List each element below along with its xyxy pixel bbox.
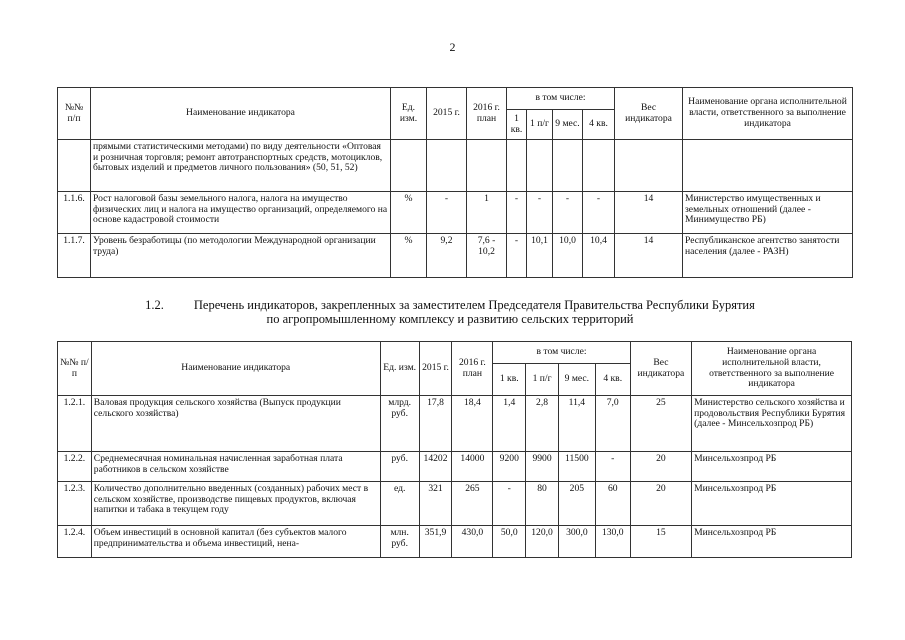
cell-h1: 10,1 [527, 234, 553, 278]
header-including: в том числе: [507, 88, 615, 110]
cell-weight: 14 [615, 192, 683, 234]
cell-h1: 80 [526, 482, 559, 526]
cell-2015: 17,8 [419, 396, 452, 452]
header-name: Наименование индикатора [91, 88, 391, 140]
cell-2015: - [427, 192, 467, 234]
cell-unit: млн. руб. [380, 526, 419, 558]
cell-org: Минсельхозпрод РБ [692, 526, 852, 558]
cell-weight: 15 [630, 526, 691, 558]
cell-h1: - [527, 192, 553, 234]
cell-2015: 9,2 [427, 234, 467, 278]
page-number: 2 [449, 40, 456, 54]
header-org: Наименование органа исполнительной власти, ответственного за выполнение индикатора [683, 88, 853, 140]
cell-h1: 9900 [526, 452, 559, 482]
cell-name: Рост налоговой базы земельного налога, налога на имущество физических лиц и налога на имущество организаций, определяемого на основе кадастровой стоимости [91, 192, 391, 234]
cell-2016: 1 [467, 192, 507, 234]
cell-weight: 14 [615, 234, 683, 278]
cell-2016: 265 [452, 482, 493, 526]
cell-unit: ед. [380, 482, 419, 526]
cell-num [58, 140, 91, 192]
header-9m: 9 мес. [558, 364, 595, 396]
cell-unit [391, 140, 427, 192]
header-2016: 2016 г. план [467, 88, 507, 140]
cell-q4: 60 [595, 482, 630, 526]
section-title [100, 298, 800, 327]
cell-num: 1.2.3. [58, 482, 92, 526]
cell-q1: - [507, 234, 527, 278]
header-q1: 1 кв. [507, 110, 527, 140]
cell-9m: - [553, 192, 583, 234]
section-number: 1.2. [145, 298, 164, 312]
cell-2016: 18,4 [452, 396, 493, 452]
cell-org: Минсельхозпрод РБ [692, 482, 852, 526]
header-unit: Ед. изм. [380, 342, 419, 396]
cell-org: Министерство имущественных и земельных отношений (далее - Минимущество РБ) [683, 192, 853, 234]
header-weight: Вес индикатора [615, 88, 683, 140]
section-title-line1: Перечень индикаторов, закрепленных за заместителем Председателя Правительства Республики Бурятия [193, 298, 755, 312]
header-unit: Ед. изм. [391, 88, 427, 140]
cell-weight [615, 140, 683, 192]
cell-weight: 25 [630, 396, 691, 452]
cell-q1 [507, 140, 527, 192]
cell-2015: 351,9 [419, 526, 452, 558]
cell-h1: 120,0 [526, 526, 559, 558]
cell-2016: 14000 [452, 452, 493, 482]
cell-org: Министерство сельского хозяйства и продовольствия Республики Бурятия (далее - Минсельхозпрод РБ) [692, 396, 852, 452]
cell-q4: 10,4 [583, 234, 615, 278]
cell-org: Минсельхозпрод РБ [692, 452, 852, 482]
cell-unit: млрд. руб. [380, 396, 419, 452]
cell-num: 1.1.6. [58, 192, 91, 234]
header-2015: 2015 г. [427, 88, 467, 140]
header-q4: 4 кв. [595, 364, 630, 396]
table-row [58, 234, 853, 278]
cell-name: прямыми статистическими методами) по виду деятельности «Оптовая и розничная торговля; ремонт автотранспортных средств, мотоциклов, бытовых изделий и предметов личного пользования» (50, 51, 52) [91, 140, 391, 192]
table-row [58, 396, 852, 452]
header-num: №№ п/п [58, 88, 91, 140]
header-name: Наименование индикатора [91, 342, 380, 396]
header-h1: 1 п/г [527, 110, 553, 140]
header-q1: 1 кв. [493, 364, 526, 396]
cell-org [683, 140, 853, 192]
table-row [58, 452, 852, 482]
header-h1: 1 п/г [526, 364, 559, 396]
cell-q4: - [595, 452, 630, 482]
table-row [58, 140, 853, 192]
cell-unit: % [391, 234, 427, 278]
cell-q1: 50,0 [493, 526, 526, 558]
cell-weight: 20 [630, 452, 691, 482]
table-row [58, 526, 852, 558]
cell-q4: - [583, 192, 615, 234]
cell-name: Среднемесячная номинальная начисленная заработная плата работников в сельском хозяйстве [91, 452, 380, 482]
cell-9m: 300,0 [558, 526, 595, 558]
cell-name: Количество дополнительно введенных (созданных) рабочих мест в сельском хозяйстве, производстве пищевых продуктов, включая напитки и табака в текущем году [91, 482, 380, 526]
cell-num: 1.1.7. [58, 234, 91, 278]
header-including: в том числе: [493, 342, 630, 364]
cell-num: 1.2.4. [58, 526, 92, 558]
section-title-line2: по агропромышленному комплексу и развитию сельских территорий [266, 312, 634, 327]
cell-unit: руб. [380, 452, 419, 482]
cell-q1: - [493, 482, 526, 526]
header-weight: Вес индикатора [630, 342, 691, 396]
header-9m: 9 мес. [553, 110, 583, 140]
cell-9m: 10,0 [553, 234, 583, 278]
cell-q4: 7,0 [595, 396, 630, 452]
cell-unit: % [391, 192, 427, 234]
cell-h1: 2,8 [526, 396, 559, 452]
cell-2015: 321 [419, 482, 452, 526]
cell-q4: 130,0 [595, 526, 630, 558]
header-2016: 2016 г. план [452, 342, 493, 396]
cell-q1: 1,4 [493, 396, 526, 452]
cell-name: Объем инвестиций в основной капитал (без субъектов малого предпринимательства и объема инвестиций, нена- [91, 526, 380, 558]
indicators-table-2 [57, 341, 852, 558]
cell-2016: 430,0 [452, 526, 493, 558]
cell-2015: 14202 [419, 452, 452, 482]
cell-q1: 9200 [493, 452, 526, 482]
cell-h1 [527, 140, 553, 192]
cell-9m: 205 [558, 482, 595, 526]
header-num: №№ п/п [58, 342, 92, 396]
cell-9m: 11500 [558, 452, 595, 482]
cell-org: Республиканское агентство занятости населения (далее - РАЗН) [683, 234, 853, 278]
table-row [58, 482, 852, 526]
cell-2016 [467, 140, 507, 192]
cell-num: 1.2.2. [58, 452, 92, 482]
cell-name: Валовая продукция сельского хозяйства (Выпуск продукции сельского хозяйства) [91, 396, 380, 452]
table-row [58, 192, 853, 234]
cell-2015 [427, 140, 467, 192]
cell-9m: 11,4 [558, 396, 595, 452]
cell-2016: 7,6 - 10,2 [467, 234, 507, 278]
header-org: Наименование органа исполнительной власти, ответственного за выполнение индикатора [692, 342, 852, 396]
header-q4: 4 кв. [583, 110, 615, 140]
cell-q4 [583, 140, 615, 192]
cell-q1: - [507, 192, 527, 234]
indicators-table-1 [57, 87, 853, 278]
header-2015: 2015 г. [419, 342, 452, 396]
cell-weight: 20 [630, 482, 691, 526]
cell-9m [553, 140, 583, 192]
cell-name: Уровень безработицы (по методологии Международной организации труда) [91, 234, 391, 278]
cell-num: 1.2.1. [58, 396, 92, 452]
